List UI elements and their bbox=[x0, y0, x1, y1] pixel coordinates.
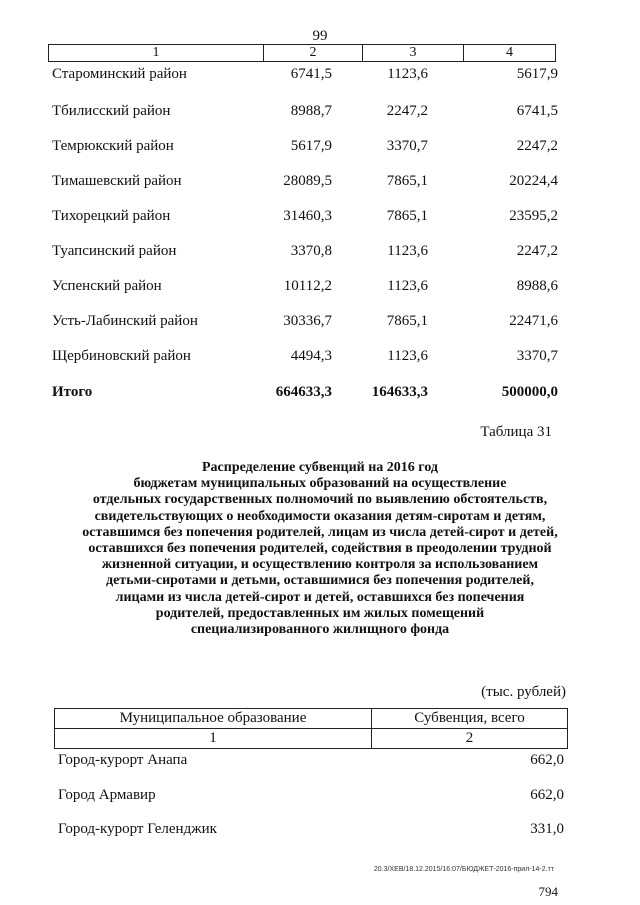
title-line: бюджетам муниципальных образований на осуществление bbox=[133, 476, 507, 492]
value-col-2: 31460,3 bbox=[283, 208, 332, 224]
value-col-3: 1123,6 bbox=[387, 243, 428, 259]
district-name: Усть-Лабинский район bbox=[52, 313, 198, 329]
title-line: детьми-сиротами и детьми, оставшимися без попечения родителей, bbox=[106, 573, 534, 589]
municipality-name: Город-курорт Геленджик bbox=[58, 821, 217, 837]
value-col-3: 7865,1 bbox=[386, 173, 428, 189]
title-line: оставшихся без попечения родителей, содействия в преодолении трудной bbox=[88, 541, 552, 557]
district-name: Тбилисский район bbox=[52, 103, 171, 119]
subvention-value: 662,0 bbox=[530, 752, 564, 768]
header-col-3: 3 bbox=[363, 45, 464, 61]
table-row bbox=[48, 66, 560, 86]
value-col-2: 4494,3 bbox=[290, 348, 332, 364]
table-row bbox=[48, 208, 560, 228]
district-name: Щербиновский район bbox=[52, 348, 191, 364]
subvention-value: 662,0 bbox=[530, 787, 564, 803]
header-col-4: 4 bbox=[506, 45, 513, 60]
col-2-number: 2 bbox=[465, 730, 474, 746]
title-line: отдельных государственных полномочий по выявлению обстоятельств, bbox=[92, 492, 548, 508]
total-col-4: 500000,0 bbox=[501, 384, 558, 400]
title-line: родителей, предоставленных им жилых помещений bbox=[155, 605, 485, 621]
table-row bbox=[48, 173, 560, 193]
municipality-name: Город Армавир bbox=[58, 787, 156, 803]
table-row bbox=[48, 103, 560, 123]
value-col-4: 2247,2 bbox=[516, 138, 558, 154]
header-col-1: 1 bbox=[49, 45, 264, 61]
document-code: 20.3/ХЕВ/18.12.2015/16:07/БЮДЖЕТ-2016-прил-14-2.тт bbox=[373, 866, 554, 873]
value-col-3: 7865,1 bbox=[386, 313, 428, 329]
total-row bbox=[48, 384, 560, 404]
value-col-2: 30336,7 bbox=[283, 313, 332, 329]
value-col-4: 20224,4 bbox=[509, 173, 558, 189]
value-col-4: 3370,7 bbox=[516, 348, 558, 364]
value-col-4: 22471,6 bbox=[509, 313, 558, 329]
value-col-3: 7865,1 bbox=[386, 208, 428, 224]
value-col-3: 1123,6 bbox=[387, 348, 428, 364]
table-title bbox=[40, 460, 600, 638]
value-col-4: 2247,2 bbox=[516, 243, 558, 259]
table-row bbox=[58, 787, 564, 807]
table-row bbox=[48, 348, 560, 368]
district-name: Туапсинский район bbox=[52, 243, 177, 259]
value-col-3: 3370,7 bbox=[386, 138, 428, 154]
district-name: Тимашевский район bbox=[52, 173, 182, 189]
table-row bbox=[58, 752, 564, 772]
subvention-value: 331,0 bbox=[530, 821, 564, 837]
district-name: Успенский район bbox=[52, 278, 162, 294]
table-row bbox=[48, 243, 560, 263]
top-table-header bbox=[48, 44, 556, 62]
footer-page-number: 794 bbox=[538, 884, 558, 899]
value-col-2: 28089,5 bbox=[283, 173, 332, 189]
col-1-number: 1 bbox=[55, 729, 372, 748]
page-number: 99 bbox=[312, 28, 328, 44]
value-col-3: 1123,6 bbox=[387, 66, 428, 82]
value-col-2: 10112,2 bbox=[283, 278, 332, 294]
title-line: Распределение субвенций на 2016 год bbox=[202, 460, 438, 475]
value-col-2: 3370,8 bbox=[290, 243, 332, 259]
table2-header bbox=[54, 708, 568, 749]
table-row bbox=[58, 821, 564, 841]
value-col-4: 6741,5 bbox=[516, 103, 558, 119]
title-line: лицами из числа детей-сирот и детей, оставшихся без попечения bbox=[115, 589, 525, 605]
units-label: (тыс. рублей) bbox=[481, 684, 566, 700]
col-municipality-header: Муниципальное образование bbox=[55, 709, 372, 728]
title-line: специализированного жилищного фонда bbox=[190, 622, 450, 638]
district-name: Тихорецкий район bbox=[52, 208, 171, 224]
value-col-4: 8988,6 bbox=[516, 278, 558, 294]
table-label: Таблица 31 bbox=[480, 424, 552, 440]
municipality-name: Город-курорт Анапа bbox=[58, 752, 188, 768]
value-col-2: 5617,9 bbox=[290, 138, 332, 154]
table-row bbox=[48, 138, 560, 158]
col-subvention-header: Субвенция, всего bbox=[414, 710, 525, 726]
title-line: оставшимся без попечения родителей, лицам из числа детей-сирот и детей, bbox=[82, 524, 558, 540]
total-label: Итого bbox=[52, 384, 93, 400]
total-col-2: 664633,3 bbox=[275, 384, 332, 400]
table-row bbox=[48, 313, 560, 333]
table-row bbox=[48, 278, 560, 298]
value-col-3: 1123,6 bbox=[387, 278, 428, 294]
value-col-4: 5617,9 bbox=[516, 66, 558, 82]
district-name: Староминский район bbox=[52, 66, 187, 82]
value-col-2: 6741,5 bbox=[290, 66, 332, 82]
header-col-2: 2 bbox=[264, 45, 363, 61]
district-name: Темрюкский район bbox=[52, 138, 174, 154]
value-col-3: 2247,2 bbox=[386, 103, 428, 119]
title-line: свидетельствующих о необходимости оказания детям-сиротам и детям, bbox=[94, 508, 546, 524]
value-col-2: 8988,7 bbox=[290, 103, 332, 119]
title-line: жизненной ситуации, и осуществлению контроля за использованием bbox=[101, 557, 539, 573]
value-col-4: 23595,2 bbox=[509, 208, 558, 224]
total-col-3: 164633,3 bbox=[371, 384, 428, 400]
